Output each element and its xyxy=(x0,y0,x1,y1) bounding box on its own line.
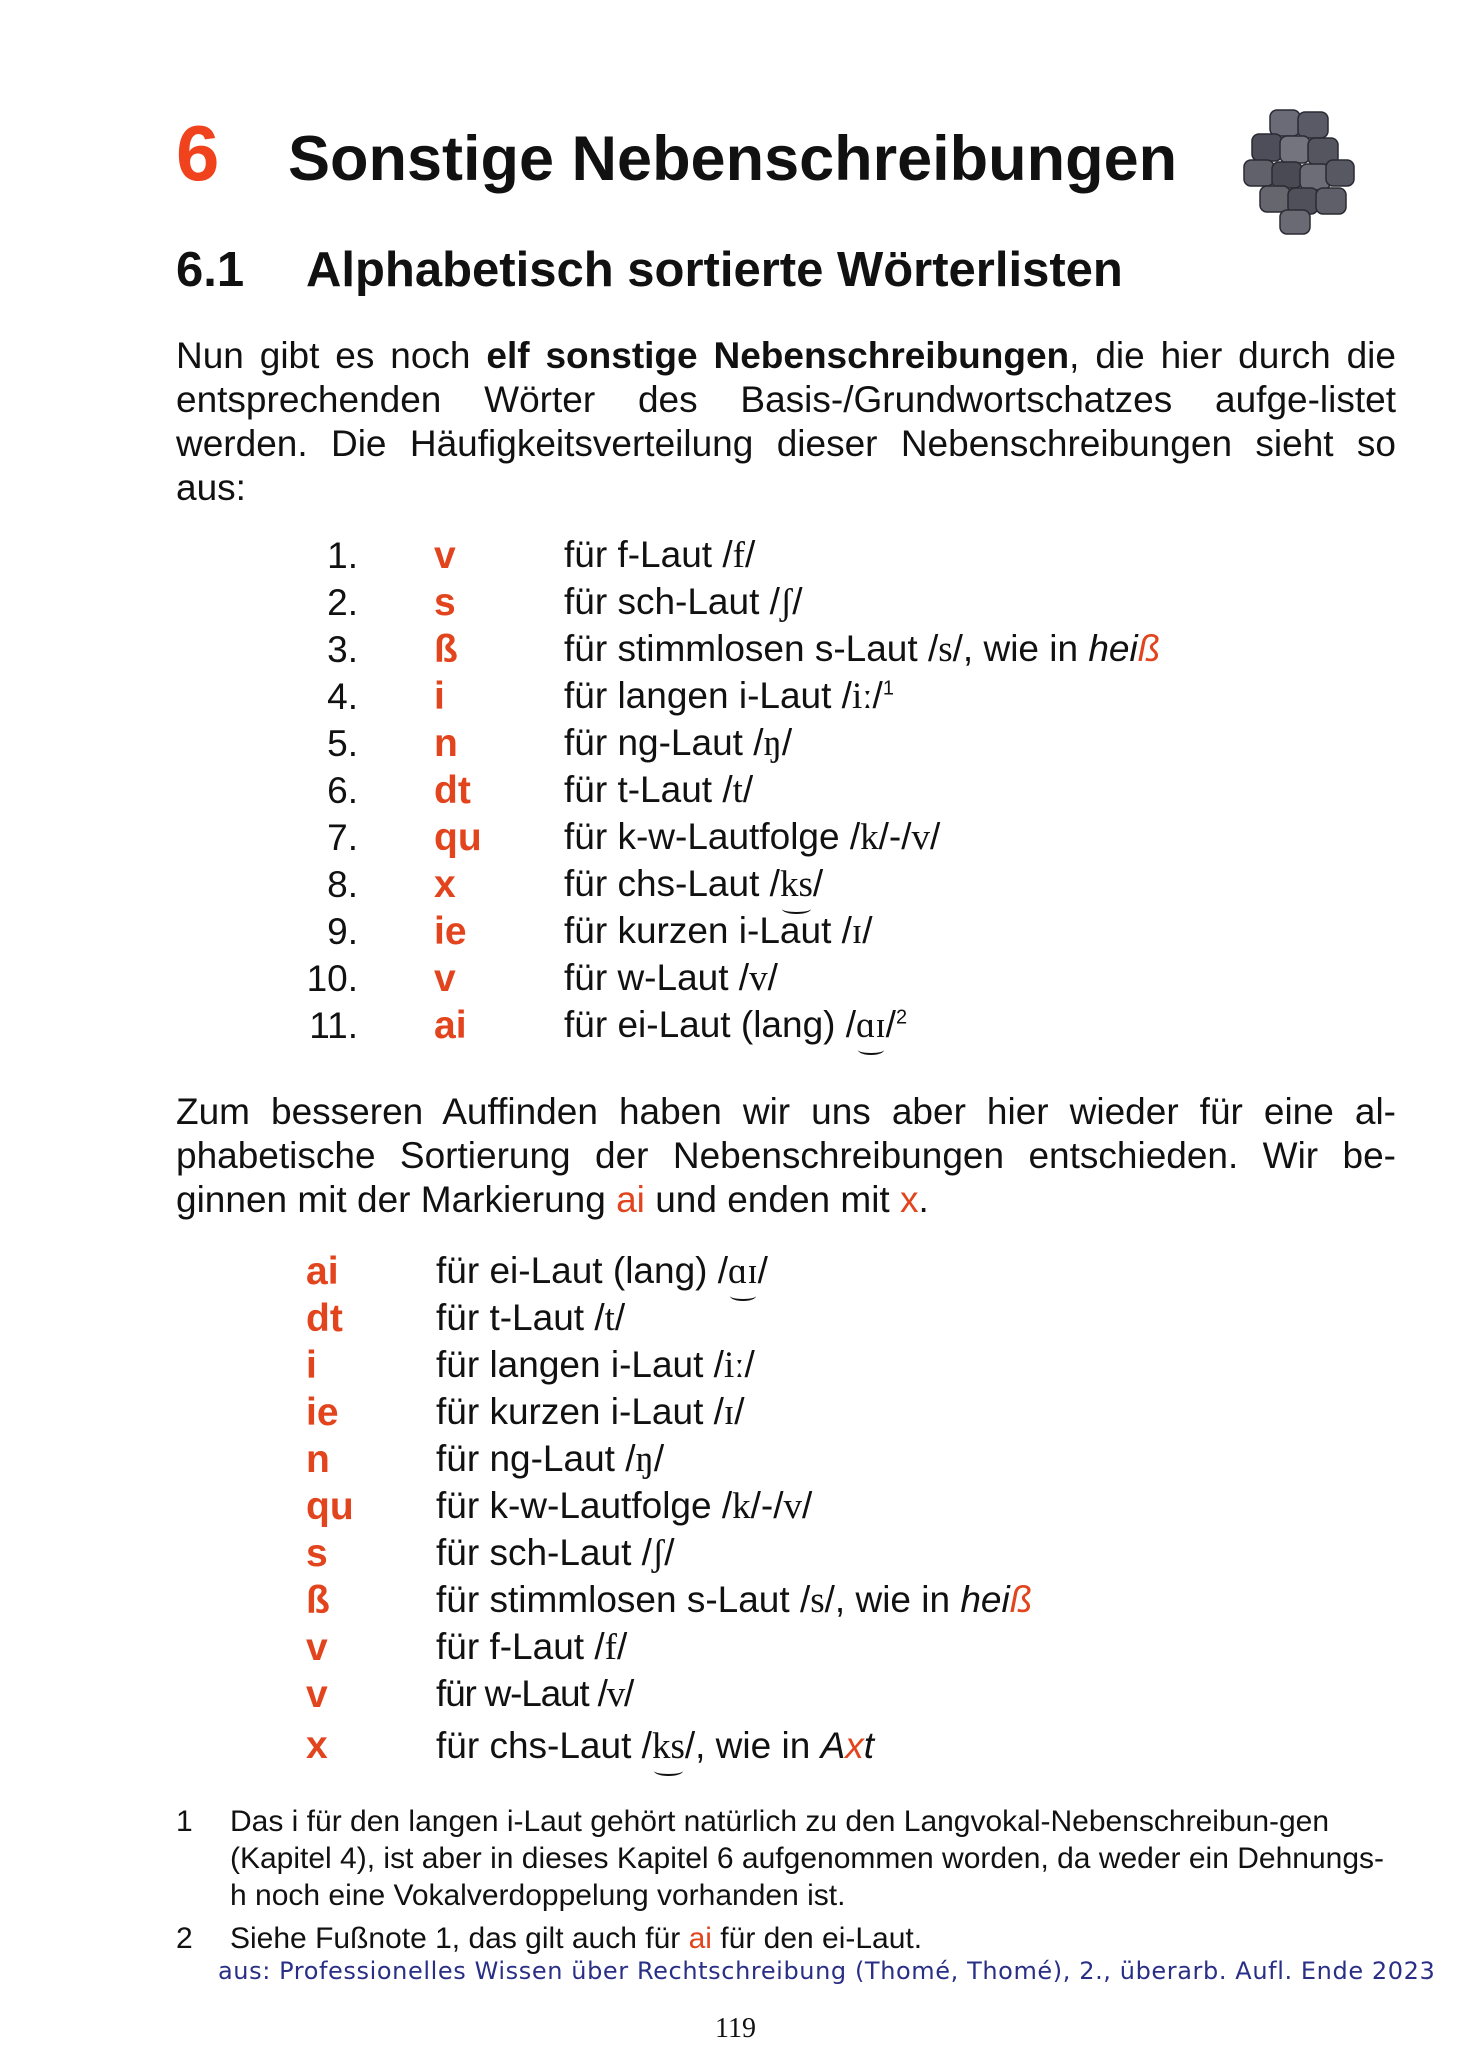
frequency-list xyxy=(296,532,1160,1049)
list-item: 7. qu für k-w-Lautfolge /k/-/v/ xyxy=(327,815,941,859)
source-citation: aus: Professionelles Wissen über Rechtschreibung (Thomé, Thomé), 2., überarb. Aufl. Ende 2023 xyxy=(218,1957,1436,1985)
list-item: 8. x für chs-Laut /ks/ xyxy=(327,862,824,906)
section-number: 6.1 xyxy=(176,243,245,297)
list-item: n für ng-Laut /ŋ/ xyxy=(306,1437,665,1481)
intro-bold: elf sonstige Nebenschreibungen xyxy=(486,335,1070,376)
list-item: 9. ie für kurzen i-Laut /ɪ/ xyxy=(327,909,873,953)
footnote-2: 2 Siehe Fußnote 1, das gilt auch für ai für den ei-Laut. xyxy=(176,1922,923,1955)
intro-paragraph xyxy=(176,334,1396,510)
list-item: dt für t-Laut /t/ xyxy=(306,1296,626,1340)
footnote-1: 1 Das i für den langen i-Laut gehört natürlich zu den Langvokal-Nebenschreibun-gen (Kapitel 4), ist aber in dieses Kapitel 6 aufgenommen worden, da weder ein Dehnungs-h noch eine Vokalverdoppelung vorhanden ist. xyxy=(176,1805,1385,1912)
alphabetical-list xyxy=(306,1248,1032,1774)
list-item: ie für kurzen i-Laut /ɪ/ xyxy=(306,1390,745,1434)
list-item: v für f-Laut /f/ xyxy=(306,1625,628,1669)
list-item: 4. i für langen i-Laut /iː/$^1$ xyxy=(327,674,894,718)
list-item: x für chs-Laut /ks/, wie in Axt xyxy=(306,1724,875,1767)
list-item: v für w-Laut /v/ xyxy=(306,1672,634,1716)
list-item: 11. ai für ei-Laut (lang) /ɑɪ/$^2$ xyxy=(309,1003,908,1047)
list-item: 2. s für sch-Laut /ʃ/ xyxy=(327,580,803,624)
list-item: 5. n für ng-Laut /ŋ/ xyxy=(327,721,793,765)
list-item: qu für k-w-Lautfolge /k/-/v/ xyxy=(306,1484,813,1528)
section-title: Alphabetisch sortierte Wörterlisten xyxy=(306,243,1123,297)
list-item: s für sch-Laut /ʃ/ xyxy=(306,1531,675,1575)
list-item: 6. dt für t-Laut /t/ xyxy=(327,768,754,812)
footnote-ref: 1 xyxy=(882,677,894,700)
footnote-ref: 2 xyxy=(895,1006,908,1029)
intro-text-end: , die hier durch die entsprechenden Wörter des Basis-/Grundwortschatzes aufge-listet werden. Die Häufigkeitsverteilung dieser Nebenschreibungen sieht so aus: xyxy=(176,335,1396,508)
section-heading xyxy=(176,242,1123,298)
list-item: 10. v für w-Laut /v/ xyxy=(306,956,778,1000)
list-item: i für langen i-Laut /iː/ xyxy=(306,1343,755,1387)
list-item: ß für stimmlosen s-Laut /s/, wie in heiß xyxy=(306,1578,1033,1622)
list-item: 1. v für f-Laut /f/ xyxy=(327,533,756,577)
intro-text: Nun gibt es noch xyxy=(176,335,487,376)
stone-wall-icon xyxy=(1240,108,1360,238)
list-item: ai für ei-Laut (lang) /ɑɪ/ xyxy=(306,1249,768,1293)
chapter-number: 6 xyxy=(176,109,220,197)
page-number: 119 xyxy=(715,2013,756,2044)
chapter-heading xyxy=(176,108,1177,198)
list-item: 3. ß für stimmlosen s-Laut /s/, wie in heiß xyxy=(327,627,1161,671)
chapter-title: Sonstige Nebenschreibungen xyxy=(288,124,1178,194)
outro-paragraph: Zum besseren Auffinden haben wir uns aber hier wieder für eine al-phabetische Sortierung der Nebenschreibungen entschieden. Wir be-ginnen mit der Markierung ai und enden mit x. xyxy=(176,1091,1396,1220)
